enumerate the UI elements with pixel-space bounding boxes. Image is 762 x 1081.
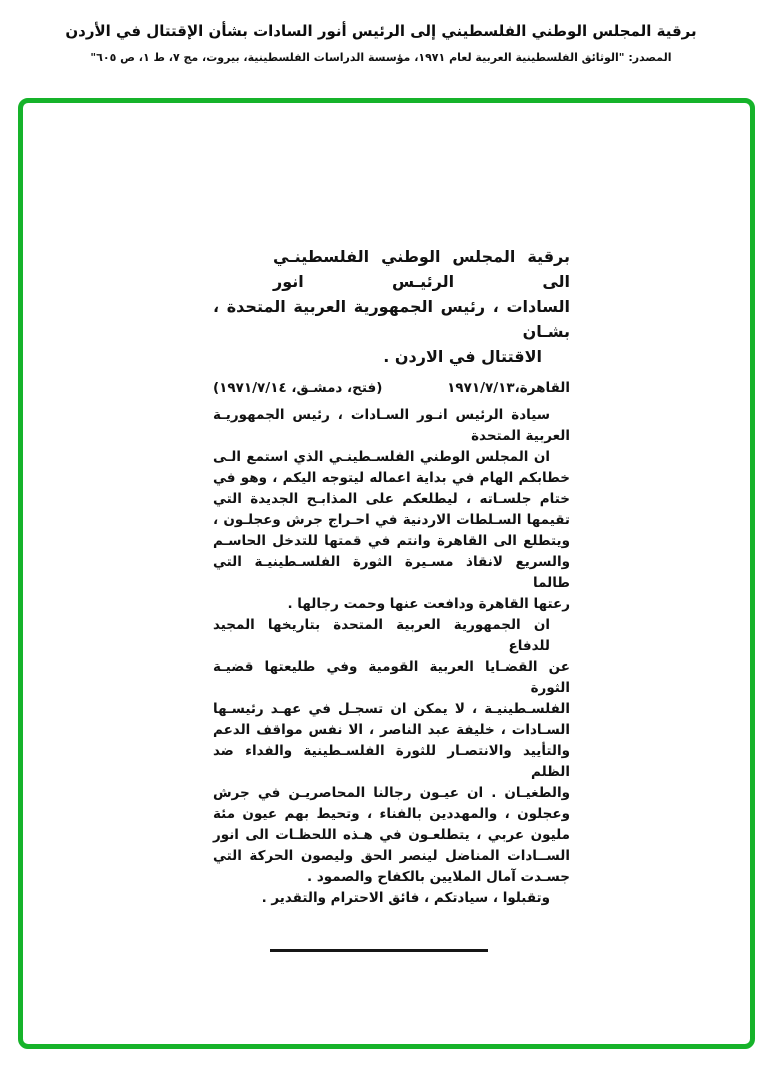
dateline [213,378,570,398]
text-line: والتأييد والانتصـار للثورة الفلسـطينية والفداء ضد الظلم [213,743,570,780]
text-line: السـادات ، خليفة عبد الناصر ، الا نفس مواقف الدعم [213,722,570,738]
text-line: والسريع لانقاذ مسـيرة الثورة الفلسـطينيـة التي طالما [213,554,570,591]
text-line: وتقبلوا ، سيادتكم ، فائق الاحترام والتقدير . [261,890,550,906]
dateline-agency-date: (فتح، دمشـق، ١٩٧١/٧/١٤) [213,380,383,396]
paragraph-closing [213,888,570,909]
document-frame [18,98,755,1049]
paragraph-council-statement [213,447,570,615]
text-line: ان الجمهورية العربية المتحدة بتاريخها المجيد للدفاع [213,617,550,654]
dateline-place-date: القاهرة،١٩٧١/٧/١٣ [447,380,570,396]
text-line: ويتطلع الى القاهرة وانتم في قمتها للتدخل الحاسـم [213,533,570,549]
text-line: الفلسـطينيـة ، لا يمكن ان تسجـل في عهـد رئيسـها [213,701,570,717]
document-content [213,244,570,952]
text-line: العربية المتحدة [471,428,570,444]
telegram-body [213,405,570,909]
telegram-title-line-2: السادات ، رئيس الجمهورية العربية المتحدة ، بشـان [213,297,570,341]
text-line: رعتها القاهرة ودافعت عنها وحمت رجالها . [287,596,570,612]
telegram-title [213,244,570,369]
page-header [0,20,762,65]
text-line: سيادة الرئيس انـور السـادات ، رئيس الجمهوريـة [213,407,550,423]
telegram-title-line-1: برقية المجلس الوطني الفلسطينـي الى الرئيـس انور [273,247,570,291]
text-line: والطغيـان . ان عيـون رجالنا المحاصريـن في جرش [213,785,570,801]
text-line: تقيمها السـلطات الاردنية في احـراج جرش وعجلـون ، [213,512,570,528]
text-line: ان المجلس الوطني الفلسـطينـي الذي استمع الـى [213,449,550,465]
paragraph-uar-history [213,615,570,888]
paragraph-salutation [213,405,570,447]
header-title: برقية المجلس الوطني الفلسطيني إلى الرئيس أنور السادات بشأن الإقتتال في الأردن [65,22,697,40]
text-line: الســادات المناضل لينصر الحق وليصون الحركة التي [213,848,570,864]
text-line: ختام جلسـاته ، ليطلعكم على المذابـح الجديدة التي [213,491,570,507]
text-line: جسـدت آمال الملايين بالكفاح والصمود . [307,869,570,885]
header-source: المصدر: "الوثائق الفلسطينية العربية لعام ١٩٧١، مؤسسة الدراسات الفلسطينية، بيروت، مج ٧، ط ١، ص ٦٠٥" [90,51,672,64]
signature-rule [270,949,488,952]
telegram-title-line-3: الاقتتال في الاردن . [383,347,542,366]
text-line: وعجلون ، والمهددين بالفناء ، وتحيط بهم عيون مئة [213,806,570,822]
text-line: خطابكم الهام في بداية اعماله ليتوجه اليكم ، وهو في [213,470,570,486]
text-line: مليون عربي ، يتطلعـون في هـذه اللحظـات الى انور [213,827,570,843]
text-line: عن القضـايا العربية القومية وفي طليعتها قضيـة الثورة [213,659,570,696]
